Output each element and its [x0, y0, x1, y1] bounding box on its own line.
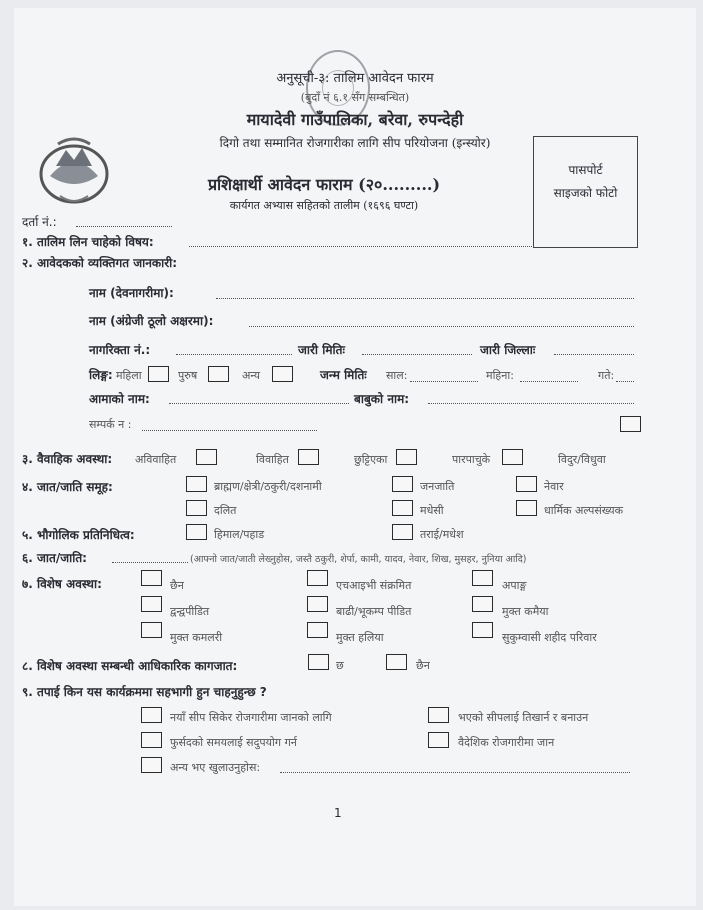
- q4-caste-group-label: ४. जात/जाति समूह:: [22, 480, 113, 494]
- geo-terai-label: तराई/मधेश: [420, 528, 464, 541]
- special-kamaiya-checkbox[interactable]: [472, 596, 493, 612]
- reason-foreign-job-checkbox[interactable]: [428, 732, 449, 748]
- project-name: दिगो तथा सम्मानित रोजगारीका लागि सीप परियोजना (इन्स्योर): [219, 136, 491, 150]
- geo-hill-checkbox[interactable]: [186, 524, 207, 540]
- registration-field[interactable]: [76, 226, 172, 227]
- special-hiv-label: एचआइभी संक्रमित: [336, 579, 412, 592]
- special-conflict-checkbox[interactable]: [141, 596, 162, 612]
- documents-no-label: छैन: [416, 659, 430, 672]
- dob-month-field[interactable]: [520, 381, 578, 382]
- caste-newar-label: नेवार: [544, 480, 564, 493]
- caste-janajati-checkbox[interactable]: [392, 476, 413, 492]
- dob-year-field[interactable]: [410, 381, 478, 382]
- gender-male-label: पुरुष: [178, 369, 198, 382]
- q2-personal-info-label: २. आवेदकको व्यक्तिगत जानकारी:: [22, 256, 178, 270]
- clause-reference: (बुदाँ नं ६.१ सँग सम्बन्धित): [300, 91, 410, 104]
- caste-dalit-label: दलित: [214, 504, 237, 517]
- issue-district-label: जारी जिल्लाः: [480, 343, 536, 357]
- reason-other-label: अन्य भए खुलाउनुहोस:: [170, 761, 261, 774]
- gender-male-checkbox[interactable]: [208, 366, 229, 382]
- father-name-label: बाबुको नाम:: [354, 392, 410, 406]
- gender-female-checkbox[interactable]: [148, 366, 169, 382]
- special-kamlari-label: मुक्त कमलरी: [170, 631, 223, 644]
- marital-separated-checkbox[interactable]: [396, 449, 417, 465]
- form-page: [14, 8, 696, 906]
- dob-label: जन्म मितिः: [320, 368, 367, 382]
- geo-terai-checkbox[interactable]: [392, 524, 413, 540]
- special-haliya-label: मुक्त हलिया: [336, 631, 384, 644]
- caste-newar-checkbox[interactable]: [516, 476, 537, 492]
- special-kamlari-checkbox[interactable]: [141, 622, 162, 638]
- dob-day-label: गते:: [598, 369, 615, 382]
- q1-subject-label: १. तालिम लिन चाहेको विषय:: [22, 235, 154, 249]
- gender-other-label: अन्य: [242, 369, 261, 382]
- caste-brahmin-checkbox[interactable]: [186, 476, 207, 492]
- reason-new-skill-checkbox[interactable]: [141, 707, 162, 723]
- dob-day-field[interactable]: [616, 381, 634, 382]
- name-english-label: नाम (अंग्रेजी ठूलो अक्षरमा):: [89, 314, 214, 328]
- documents-no-checkbox[interactable]: [386, 654, 407, 670]
- caste-janajati-label: जनजाति: [420, 480, 455, 493]
- mother-name-label: आमाको नाम:: [89, 392, 150, 406]
- caste-minority-label: धार्मिक अल्पसंख्यक: [544, 504, 624, 517]
- reason-free-time-checkbox[interactable]: [141, 732, 162, 748]
- q9-reason-label: ९. तपाई किन यस कार्यक्रममा सहभागी हुन चाहनुहुन्छ ?: [22, 685, 267, 699]
- name-devanagari-label: नाम (देवनागरीमा):: [89, 286, 174, 300]
- gender-other-checkbox[interactable]: [272, 366, 293, 382]
- q7-special-status-label: ७. विशेष अवस्था:: [22, 577, 102, 591]
- extra-checkbox[interactable]: [620, 416, 641, 432]
- special-flood-checkbox[interactable]: [307, 596, 328, 612]
- dob-year-label: साल:: [386, 369, 408, 382]
- reason-new-skill-label: नयाँ सीप सिकेर रोजगारीमा जानको लागि: [170, 711, 332, 724]
- special-none-checkbox[interactable]: [141, 570, 162, 586]
- contact-field[interactable]: [142, 430, 317, 431]
- special-disabled-label: अपाङ्ग: [502, 579, 527, 592]
- caste-dalit-checkbox[interactable]: [186, 500, 207, 516]
- special-martyr-label: सुकुम्वासी शहीद परिवार: [502, 631, 597, 644]
- special-haliya-checkbox[interactable]: [307, 622, 328, 638]
- form-subtitle: कार्यगत अभ्यास सहितको तालीम (१६९६ घण्टा): [229, 199, 419, 212]
- reason-other-checkbox[interactable]: [141, 757, 162, 773]
- marital-married-label: विवाहित: [256, 453, 289, 466]
- name-english-field[interactable]: [249, 326, 634, 327]
- special-none-label: छैन: [170, 579, 184, 592]
- caste-minority-checkbox[interactable]: [516, 500, 537, 516]
- marital-unmarried-label: अविवाहित: [135, 453, 177, 466]
- caste-field[interactable]: [112, 562, 188, 563]
- q6-caste-label: ६. जात/जाति:: [22, 551, 87, 565]
- q5-geographic-label: ५. भौगोलिक प्रतिनिधित्व:: [22, 528, 135, 542]
- special-kamaiya-label: मुक्त कमैया: [502, 605, 549, 618]
- contact-label: सम्पर्क न :: [89, 418, 132, 431]
- passport-photo-box: पासपोर्ट साइजको फोटो: [533, 136, 638, 248]
- citizenship-label: नागरिक्ता नं.:: [89, 343, 151, 357]
- caste-hint: (आफ्नो जात/जाती लेख्नुहोस, जस्तै ठकुरी, शेर्पा, कामी, यादव, नेवार, शिख, मुसहर, नुनिया आदि): [190, 554, 527, 565]
- reason-sharpen-skill-checkbox[interactable]: [428, 707, 449, 723]
- marital-widowed-label: विदुर/विधुवा: [558, 453, 606, 466]
- issue-district-field[interactable]: [554, 354, 634, 355]
- special-hiv-checkbox[interactable]: [307, 570, 328, 586]
- documents-yes-checkbox[interactable]: [308, 654, 329, 670]
- mother-name-field[interactable]: [169, 403, 349, 404]
- marital-unmarried-checkbox[interactable]: [196, 449, 217, 465]
- subject-field[interactable]: [189, 246, 534, 247]
- name-devanagari-field[interactable]: [216, 298, 634, 299]
- issue-date-label: जारी मितिः: [298, 343, 345, 357]
- schedule-title: अनुसूची-३: तालिम आवेदन फारम: [276, 71, 434, 86]
- special-conflict-label: द्वन्द्वपीडित: [170, 605, 210, 618]
- special-disabled-checkbox[interactable]: [472, 570, 493, 586]
- caste-madhesi-label: मधेसी: [420, 504, 444, 517]
- registration-label: दर्ता नं.:: [22, 215, 57, 229]
- documents-yes-label: छ: [336, 659, 344, 672]
- marital-separated-label: छुट्टिएका: [354, 453, 388, 466]
- page-number: 1: [334, 806, 342, 820]
- reason-other-field[interactable]: [280, 772, 630, 773]
- municipality-name: मायादेवी गाउँपालिका, बरेवा, रुपन्देही: [246, 110, 464, 129]
- special-martyr-checkbox[interactable]: [472, 622, 493, 638]
- q8-documents-label: ८. विशेष अवस्था सम्बन्धी आधिकारिक कागजात:: [22, 659, 238, 673]
- gender-label: लिङ्ग:: [89, 368, 113, 382]
- marital-divorced-checkbox[interactable]: [502, 449, 523, 465]
- marital-married-checkbox[interactable]: [298, 449, 319, 465]
- reason-foreign-job-label: वैदेशिक रोजगारीमा जान: [458, 736, 555, 749]
- caste-brahmin-label: ब्राह्मण/क्षेत्री/ठकुरी/दशनामी: [214, 480, 322, 493]
- reason-free-time-label: फुर्सदको समयलाई सदुपयोग गर्न: [170, 736, 297, 749]
- citizenship-field[interactable]: [176, 354, 292, 355]
- form-title: प्रशिक्षार्थी आवेदन फाराम (२०.........): [207, 175, 441, 194]
- dob-month-label: महिना:: [486, 369, 514, 382]
- gender-female-label: महिला: [116, 369, 142, 382]
- q3-marital-label: ३. वैवाहिक अवस्था:: [22, 452, 113, 466]
- father-name-field[interactable]: [428, 403, 634, 404]
- reason-sharpen-skill-label: भएको सीपलाई तिखार्न र बनाउन: [458, 711, 589, 724]
- geo-hill-label: हिमाल/पहाड: [214, 528, 265, 541]
- caste-madhesi-checkbox[interactable]: [392, 500, 413, 516]
- marital-divorced-label: पारपाचुके: [452, 453, 491, 466]
- issue-date-field[interactable]: [362, 354, 472, 355]
- special-flood-label: बाढी/भूकम्प पीडित: [336, 605, 412, 618]
